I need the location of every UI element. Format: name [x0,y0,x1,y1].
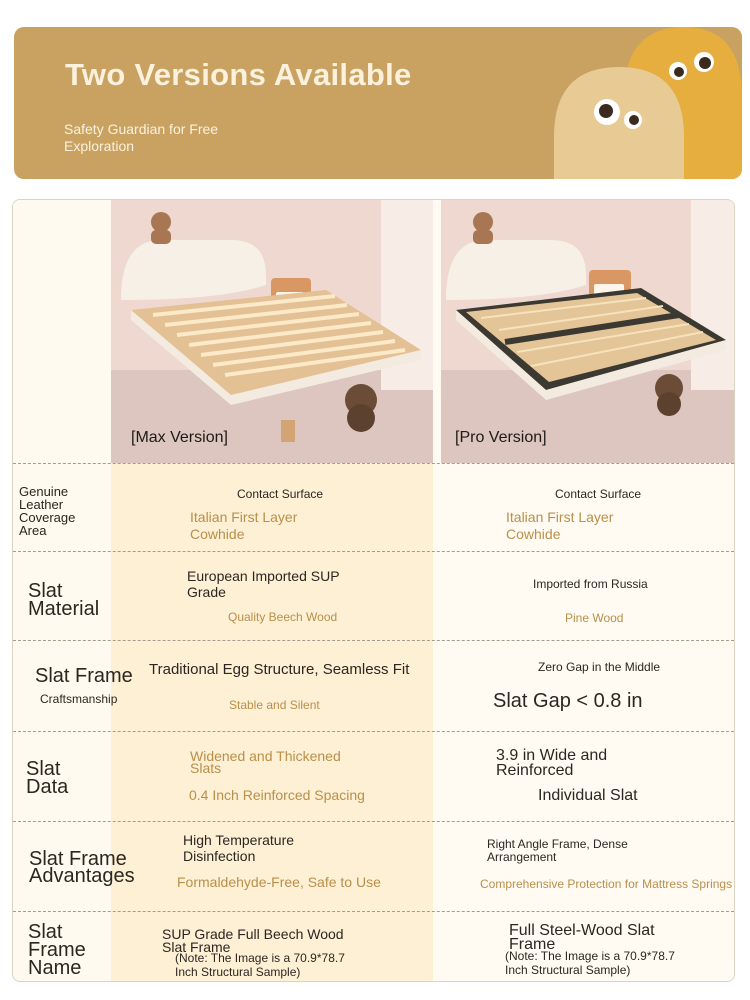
row-label: Slat Frame [35,665,133,687]
max-value-primary: SUP Grade Full Beech Wood Slat Frame [162,926,344,955]
row-label: Slat Frame Advantages [29,848,135,887]
pro-value-primary: Full Steel-Wood Slat Frame [509,922,655,953]
pro-value-note: (Note: The Image is a 70.9*78.7 Inch Structural Sample) [505,949,675,977]
pro-value-primary: Zero Gap in the Middle [538,660,661,674]
mascot-illustration [534,27,742,179]
row-slat-material [13,551,734,640]
row-slat-frame [13,640,734,731]
pro-value-primary: Contact Surface [555,487,642,501]
max-value-primary: Widened and Thickened Slats [190,748,341,776]
pro-value-secondary: Pine Wood [565,611,624,625]
row-label: Slat Frame Name [28,921,86,979]
max-version-label: [Max Version] [131,429,228,446]
pro-value-secondary: Individual Slat [538,787,638,804]
max-value-secondary: Formaldehyde-Free, Safe to Use [177,874,381,890]
row-slat-frame-name [13,911,734,982]
pro-value-secondary: Italian First Layer Cowhide [506,509,614,542]
row-label: Slat Material [28,580,100,620]
header-banner [14,27,742,179]
max-value-primary: Traditional Egg Structure, Seamless Fit [149,661,410,678]
max-value-primary: Contact Surface [237,487,324,501]
row-label-sub: Craftsmanship [40,692,118,706]
row-slat-frame-advantages [13,821,734,911]
pro-value-secondary: Comprehensive Protection for Mattress Springs [480,877,733,891]
pro-value-primary: 3.9 in Wide and Reinforced [496,747,608,779]
row-leather-coverage [13,463,734,551]
row-label: Genuine Leather Coverage Area [19,484,76,538]
banner-subtitle: Safety Guardian for Free Exploration [64,121,219,154]
pro-version-photo [441,200,735,463]
max-value-secondary: 0.4 Inch Reinforced Spacing [189,787,365,803]
max-value-primary: High Temperature Disinfection [183,832,295,864]
max-value-primary: European Imported SUP Grade [187,568,340,600]
pro-version-label: [Pro Version] [455,429,547,446]
max-value-secondary: Italian First Layer Cowhide [190,509,298,542]
max-value-note: (Note: The Image is a 70.9*78.7 Inch Structural Sample) [175,951,345,979]
pro-value-secondary: Slat Gap < 0.8 in [493,690,643,712]
max-value-secondary: Quality Beech Wood [228,610,338,624]
max-value-secondary: Stable and Silent [229,698,320,712]
row-label: Slat Data [26,758,69,798]
max-version-photo [111,200,433,463]
row-slat-data [13,731,734,821]
pro-value-primary: Imported from Russia [533,577,648,591]
comparison-table [12,199,735,982]
banner-title: Two Versions Available [65,57,412,92]
pro-value-primary: Right Angle Frame, Dense Arrangement [487,837,628,864]
